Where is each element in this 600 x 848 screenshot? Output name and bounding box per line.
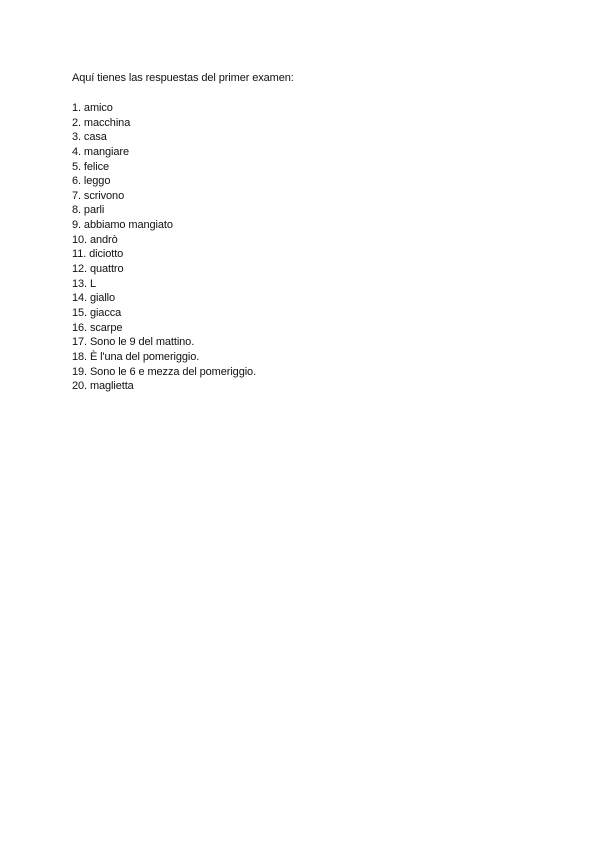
answer-item: 16. scarpe — [72, 321, 123, 334]
answer-item: 10. andrò — [72, 233, 118, 246]
answer-item: 4. mangiare — [72, 145, 129, 158]
answer-item: 8. parli — [72, 204, 105, 217]
answer-item: 17. Sono le 9 del mattino. — [72, 336, 195, 349]
answer-item: 15. giacca — [72, 306, 122, 319]
answer-item: 9. abbiamo mangiato — [72, 219, 173, 232]
answer-item: 14. giallo — [72, 292, 116, 305]
answer-item: 18. È l'una del pomeriggio. — [72, 350, 200, 363]
answer-item: 3. casa — [72, 131, 107, 144]
intro-text: Aquí tienes las respuestas del primer examen: — [72, 72, 294, 84]
answer-item: 12. quattro — [72, 263, 124, 276]
answer-item: 19. Sono le 6 e mezza del pomeriggio. — [72, 365, 257, 378]
answer-item: 11. diciotto — [72, 248, 124, 261]
answer-item: 6. leggo — [72, 175, 111, 188]
answer-item: 7. scrivono — [72, 189, 125, 202]
answer-item: 20. maglietta — [72, 380, 134, 393]
answer-item: 5. felice — [72, 160, 110, 173]
answer-item: 2. macchina — [72, 116, 131, 129]
answer-list — [72, 101, 256, 394]
answer-item: 1. amico — [72, 102, 113, 114]
answer-item: 13. L — [72, 277, 96, 290]
